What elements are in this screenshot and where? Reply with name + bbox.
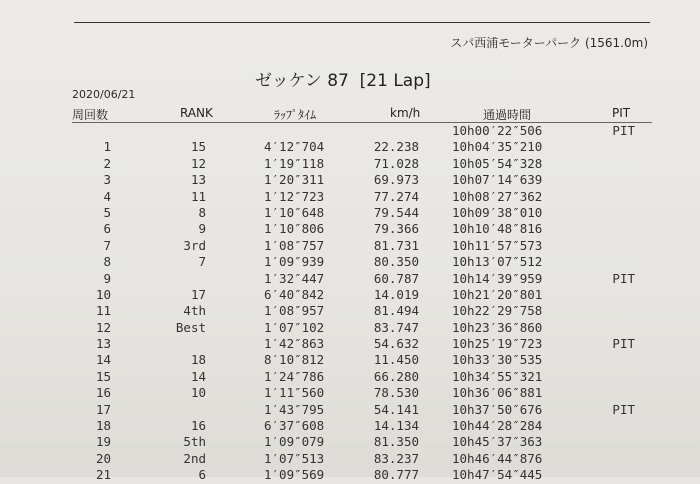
table-row (0, 271, 700, 287)
rank-cell: 2nd (183, 450, 206, 466)
passing-time-cell: 10h09′38″010 (452, 204, 543, 220)
table-row (0, 139, 700, 155)
pit-cell: PIT (612, 123, 635, 138)
passing-time-cell: 10h34′55″321 (452, 368, 543, 384)
col-header-speed: km/h (390, 106, 421, 120)
lap-time-cell: 1′09″939 (264, 254, 325, 270)
rank-cell: 16 (190, 418, 206, 434)
table-row (0, 156, 700, 172)
table-row (0, 287, 700, 303)
date-label: 2020/06/21 (72, 88, 136, 101)
lap-time-cell: 1′11″560 (264, 385, 325, 401)
lap-time-cell: 6′37″608 (264, 418, 325, 434)
rank-cell: 3rd (183, 237, 206, 253)
lap-cell: 13 (95, 336, 111, 352)
speed-cell: 54.141 (373, 401, 419, 417)
rank-cell: 6 (198, 467, 206, 483)
lap-time-cell: 6′40″842 (264, 286, 325, 302)
passing-time-cell: 10h11′57″573 (452, 237, 543, 253)
passing-time-cell: 10h14′39″959 (452, 270, 543, 286)
speed-cell: 80.777 (373, 467, 419, 483)
lap-time-cell: 1′10″648 (264, 204, 325, 220)
lap-time-cell: 1′07″513 (264, 450, 325, 466)
lap-time-cell: 1′07″102 (264, 319, 325, 335)
table-row (0, 123, 700, 139)
lap-cell: 17 (95, 401, 111, 417)
rank-cell: 11 (190, 188, 206, 204)
rank-cell: 17 (190, 286, 206, 302)
lap-cell: 18 (95, 418, 111, 434)
lap-cell: 3 (103, 172, 111, 188)
rank-cell: 7 (198, 254, 206, 270)
passing-time-cell: 10h47′54″445 (452, 467, 543, 483)
speed-cell: 77.274 (373, 188, 419, 204)
speed-cell: 81.350 (373, 434, 419, 450)
speed-cell: 69.973 (373, 172, 419, 188)
lap-cell: 4 (103, 188, 111, 204)
rank-cell: Best (175, 319, 206, 335)
lap-time-cell: 1′09″079 (264, 434, 325, 450)
lap-time-cell: 4′12″704 (264, 139, 325, 155)
lap-time-cell: 8′10″812 (264, 352, 325, 368)
passing-time-cell: 10h33′30″535 (452, 352, 543, 368)
lap-time-cell: 1′10″806 (264, 221, 325, 237)
lap-cell: 11 (95, 303, 111, 319)
speed-cell: 79.366 (373, 221, 419, 237)
table-row (0, 451, 700, 467)
passing-time-cell: 10h45′37″363 (452, 434, 543, 450)
lap-cell: 10 (95, 286, 111, 302)
lap-time-cell: 1′32″447 (264, 270, 325, 286)
passing-time-cell: 10h13′07″512 (452, 254, 543, 270)
lap-cell: 20 (95, 450, 111, 466)
speed-cell: 71.028 (373, 155, 419, 171)
speed-cell: 81.494 (373, 303, 419, 319)
rank-cell: 14 (190, 368, 206, 384)
lap-cell: 5 (103, 204, 111, 220)
lap-cell: 6 (103, 221, 111, 237)
passing-time-cell: 10h07′14″639 (452, 172, 543, 188)
speed-cell: 11.450 (373, 352, 419, 368)
table-row (0, 402, 700, 418)
table-row (0, 385, 700, 401)
col-header-pit: PIT (612, 106, 631, 120)
lap-cell: 19 (95, 434, 111, 450)
table-row (0, 320, 700, 336)
table-row (0, 336, 700, 352)
rank-cell: 8 (198, 204, 206, 220)
speed-cell: 54.632 (373, 336, 419, 352)
passing-time-cell: 10h46′44″876 (452, 450, 543, 466)
table-row (0, 352, 700, 368)
lap-cell: 14 (95, 352, 111, 368)
lap-cell: 7 (103, 237, 111, 253)
passing-time-cell: 10h05′54″328 (452, 155, 543, 171)
table-row (0, 303, 700, 319)
lap-cell: 16 (95, 385, 111, 401)
top-rule (74, 22, 650, 23)
lap-time-cell: 1′12″723 (264, 188, 325, 204)
passing-time-cell: 10h08′27″362 (452, 188, 543, 204)
lap-cell: 8 (103, 254, 111, 270)
lap-cell: 15 (95, 368, 111, 384)
table-row (0, 434, 700, 450)
lap-cell: 1 (103, 139, 111, 155)
lap-table (0, 123, 700, 484)
pit-cell: PIT (612, 270, 635, 286)
lap-time-cell: 1′09″569 (264, 467, 325, 483)
passing-time-cell: 10h37′50″676 (452, 401, 543, 417)
table-row (0, 172, 700, 188)
rank-cell: 15 (190, 139, 206, 155)
pit-cell: PIT (612, 401, 635, 417)
col-header-lap-time: ﾗｯﾌﾟﾀｲﾑ (274, 108, 317, 122)
lap-time-cell: 1′43″795 (264, 401, 325, 417)
rank-cell: 12 (190, 155, 206, 171)
lap-time-cell: 1′08″957 (264, 303, 325, 319)
speed-cell: 66.280 (373, 368, 419, 384)
table-row (0, 205, 700, 221)
rank-cell: 5th (183, 434, 206, 450)
rank-cell: 18 (190, 352, 206, 368)
table-row (0, 189, 700, 205)
rank-cell: 9 (198, 221, 206, 237)
speed-cell: 83.747 (373, 319, 419, 335)
speed-cell: 83.237 (373, 450, 419, 466)
speed-cell: 22.238 (373, 139, 419, 155)
passing-time-cell: 10h25′19″723 (452, 336, 543, 352)
lap-cell: 9 (103, 270, 111, 286)
col-header-lap: 周回数 (72, 108, 109, 122)
table-row (0, 238, 700, 254)
table-row (0, 221, 700, 237)
passing-time-cell: 10h21′20″801 (452, 286, 543, 302)
lap-time-cell: 1′20″311 (264, 172, 325, 188)
passing-time-cell: 10h36′06″881 (452, 385, 543, 401)
lap-cell: 21 (95, 467, 111, 483)
rank-cell: 10 (190, 385, 206, 401)
speed-cell: 78.530 (373, 385, 419, 401)
speed-cell: 14.134 (373, 418, 419, 434)
col-header-passing-time: 通過時間 (483, 108, 532, 122)
pit-cell: PIT (612, 336, 635, 352)
table-row (0, 254, 700, 270)
rank-cell: 13 (190, 172, 206, 188)
passing-time-cell: 10h10′48″816 (452, 221, 543, 237)
table-row (0, 467, 700, 483)
lap-time-cell: 1′08″757 (264, 237, 325, 253)
lap-cell: 2 (103, 155, 111, 171)
lap-cell: 12 (95, 319, 111, 335)
passing-time-cell: 10h22′29″758 (452, 303, 543, 319)
passing-time-cell: 10h00′22″506 (452, 123, 543, 138)
speed-cell: 80.350 (373, 254, 419, 270)
col-header-rank: RANK (180, 106, 213, 120)
speed-cell: 14.019 (373, 286, 419, 302)
lap-time-cell: 1′24″786 (264, 368, 325, 384)
speed-cell: 79.544 (373, 204, 419, 220)
lap-time-cell: 1′19″118 (264, 155, 325, 171)
passing-time-cell: 10h44′28″284 (452, 418, 543, 434)
speed-cell: 81.731 (373, 237, 419, 253)
passing-time-cell: 10h04′35″210 (452, 139, 543, 155)
venue-name: スパ西浦モーターパーク (1561.0m) (450, 36, 648, 50)
table-row (0, 369, 700, 385)
table-row (0, 418, 700, 434)
speed-cell: 60.787 (373, 270, 419, 286)
passing-time-cell: 10h23′36″860 (452, 319, 543, 335)
lap-time-cell: 1′42″863 (264, 336, 325, 352)
page-title: ゼッケン 87 [21 Lap] (255, 71, 431, 91)
rank-cell: 4th (183, 303, 206, 319)
